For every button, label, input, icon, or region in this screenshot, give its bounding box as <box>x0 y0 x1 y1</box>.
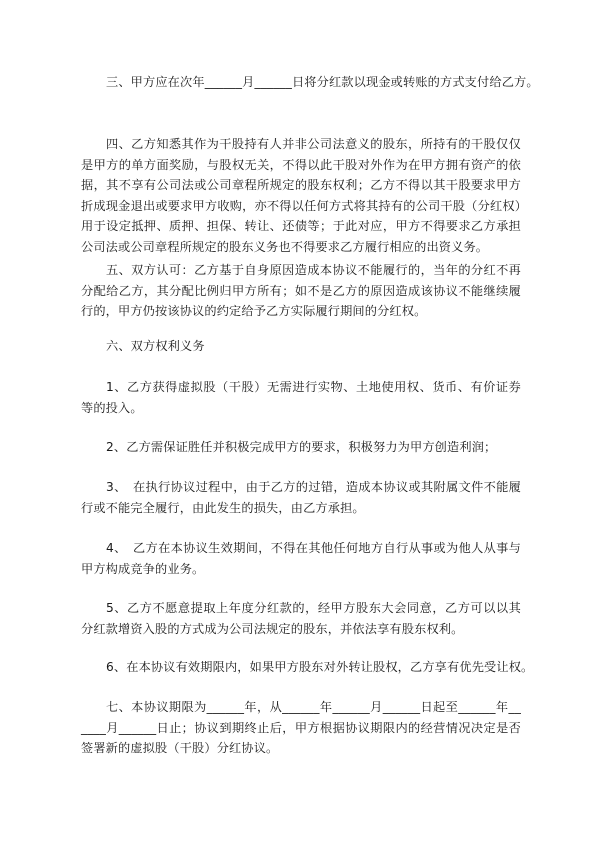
clause-4-shareholder-rights: 四、乙方知悉其作为干股持有人并非公司法意义的股东，所持有的干股仅仅是甲方的单方面奖励，与股权无关，不得以此干股对外作为在甲方拥有资产的依据，其不享有公司法或公司章程所规定的股东权利；乙方不得以其干股要求甲方折成现金退出或要求甲方收购，亦不得以任何方式将其持有的公司干股（分红权）用于设定抵押、质押、担保、转让、还债等；于此对应，甲方不得要求乙方承担公司法或公司章程所规定的股东义务也不得要求乙方履行相应的出资义务。 <box>81 137 521 254</box>
clause-5-mutual-acknowledgement: 五、双方认可：乙方基于自身原因造成本协议不能履行的，当年的分红不再分配给乙方，其分配比例归甲方所有；如不是乙方的原因造成该协议不能继续履行的，甲方仍按该协议的约定给予乙方实际履行期间的分红权。 <box>81 263 521 318</box>
section-6-heading: 六、双方权利义务 <box>106 339 205 353</box>
item-2-duties: 2、乙方需保证胜任并积极完成甲方的要求，积极努力为甲方创造利润； <box>106 440 497 454</box>
clause-7-term: 七、本协议期限为______年，从______年______月______日起至______年______月______日止；协议到期终止后，甲方根据协议期限内的经营情况决定是否签署新的虚拟股（干股）分红协议。 <box>81 700 521 755</box>
item-1-investment: 1、乙方获得虚拟股（干股）无需进行实物、土地使用权、货币、有价证券等的投入。 <box>81 380 521 415</box>
item-4-non-compete: 4、 乙方在本协议生效期间，不得在其他任何地方自行从事或为他人从事与甲方构成竞争的业务。 <box>81 541 521 576</box>
item-5-capital-increase: 5、乙方不愿意提取上年度分红款的，经甲方股东大会同意，乙方可以以其分红款增资入股的方式成为公司法规定的股东，并依法享有股东权利。 <box>81 601 521 636</box>
clause-3-payment-date: 三、甲方应在次年______月______日将分红款以现金或转账的方式支付给乙方。 <box>106 75 539 89</box>
item-3-liability: 3、 在执行协议过程中，由于乙方的过错，造成本协议或其附属文件不能履行或不能完全履行，由此发生的损失，由乙方承担。 <box>81 480 521 515</box>
item-6-preemptive-right: 6、在本协议有效期限内，如果甲方股东对外转让股权，乙方享有优先受让权。 <box>106 660 534 674</box>
